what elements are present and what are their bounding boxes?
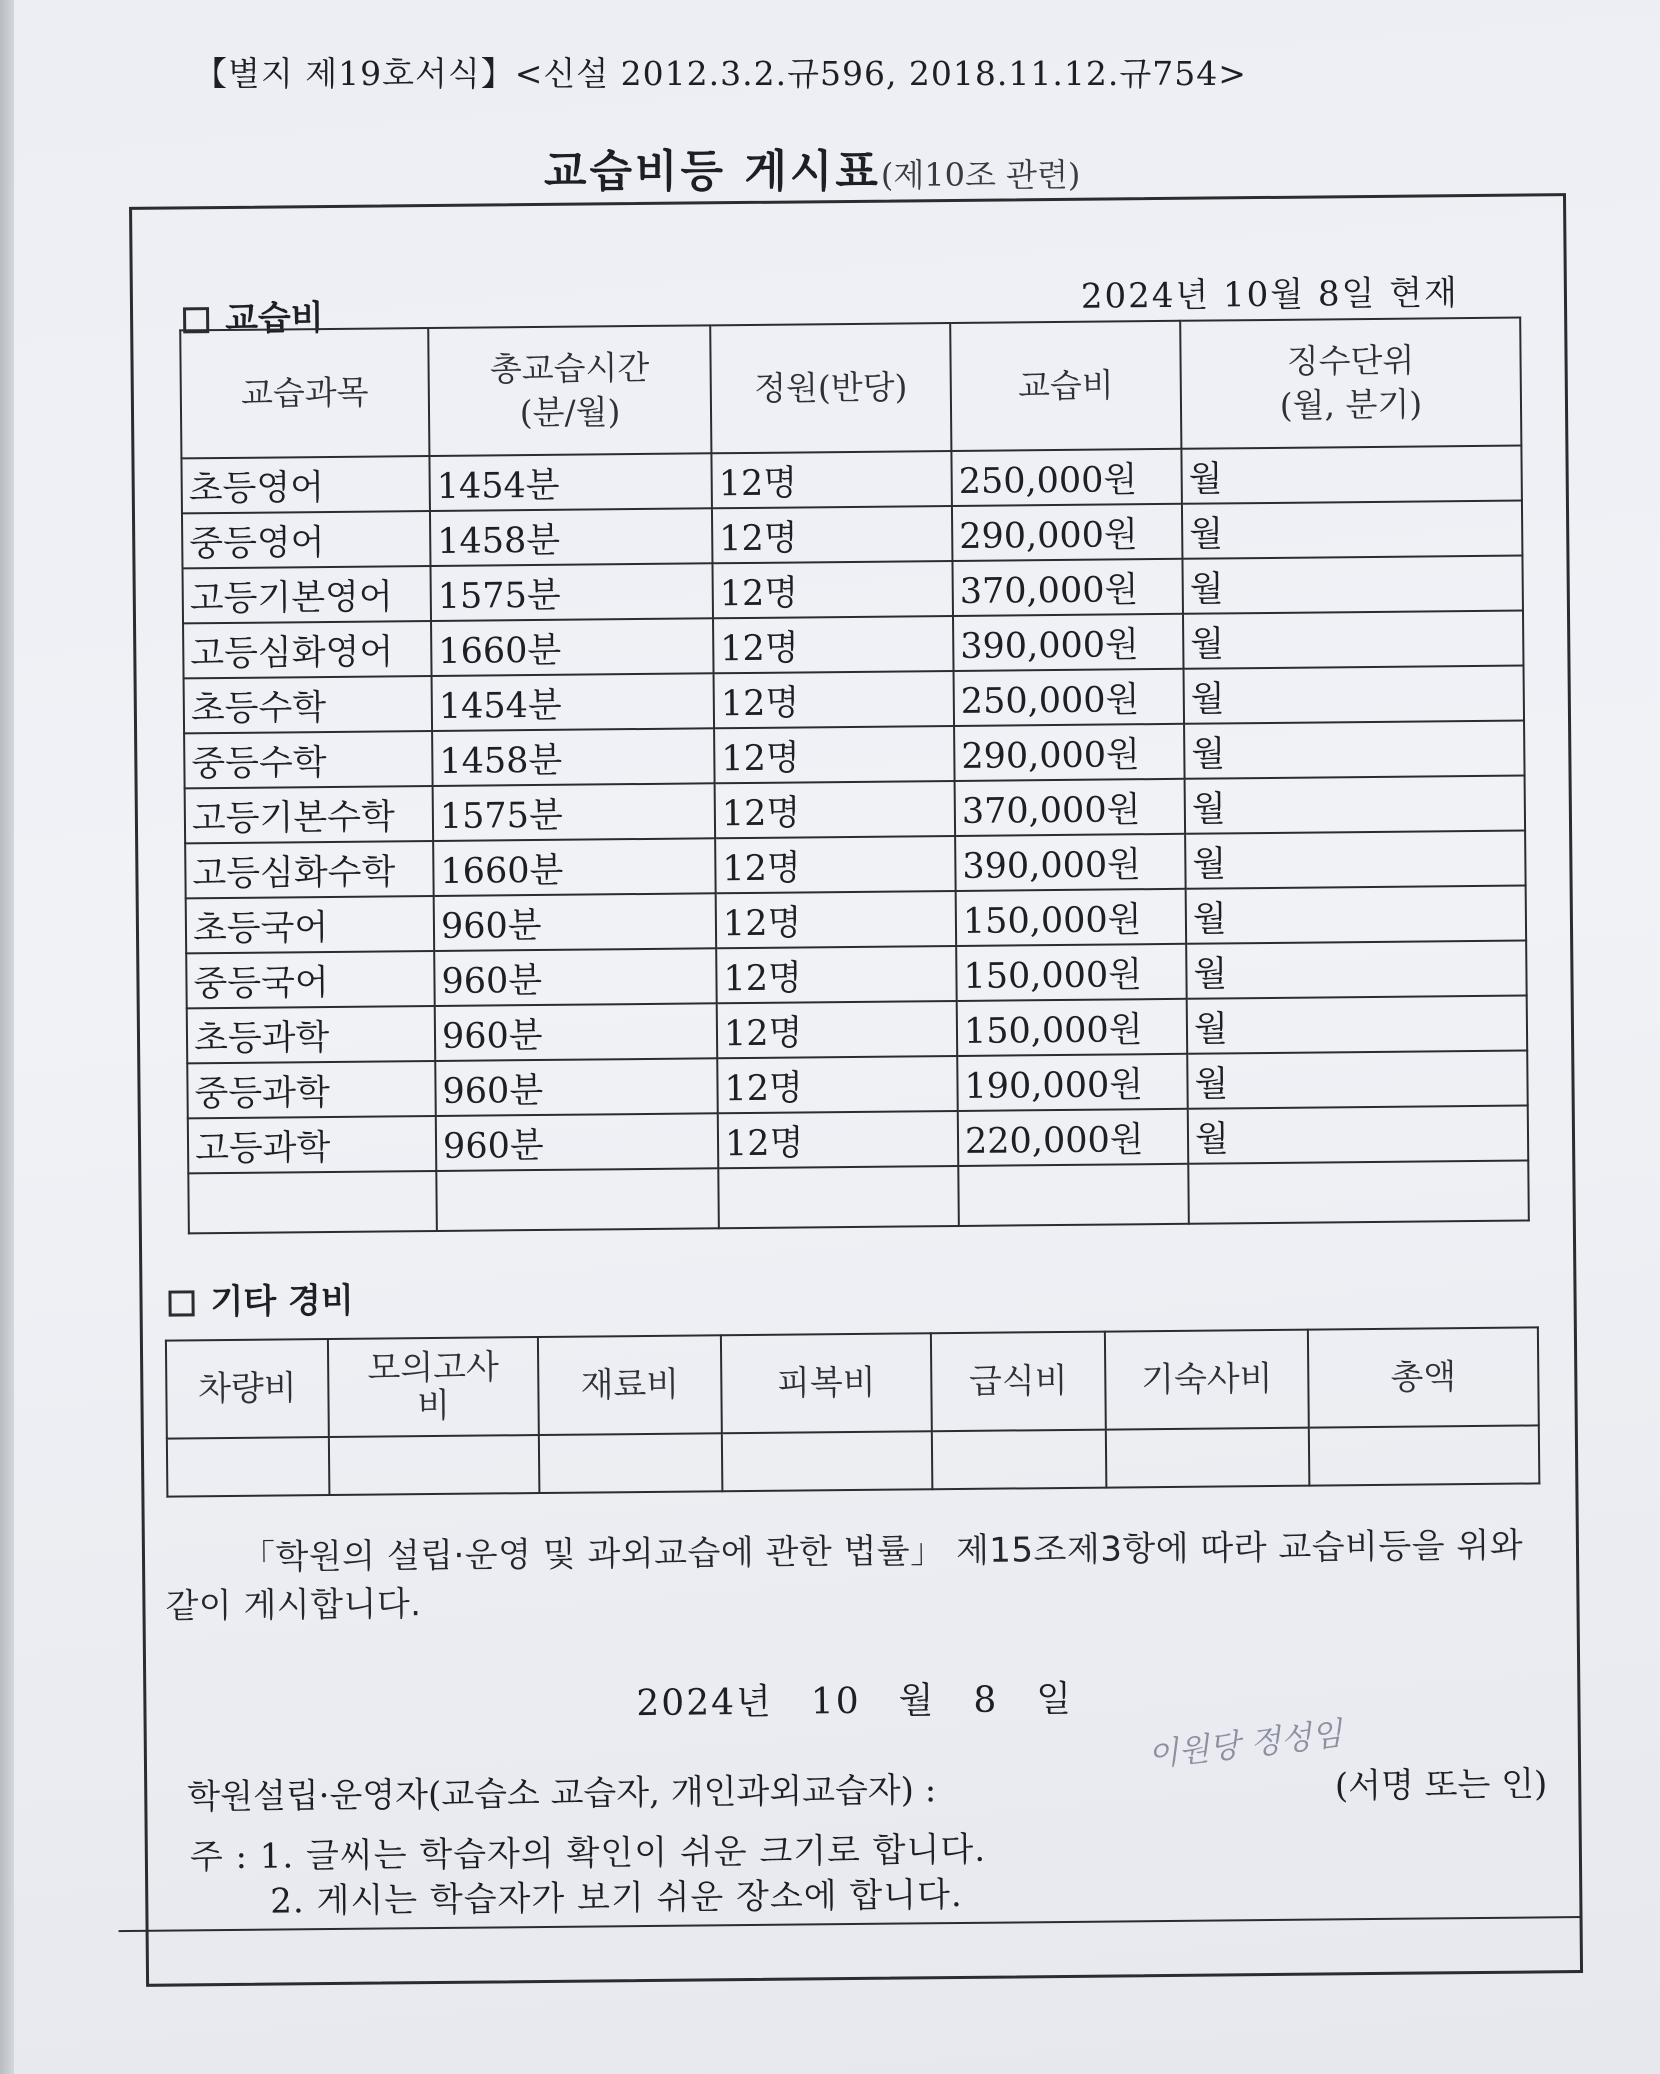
cell-subject: 중등과학 bbox=[187, 1061, 436, 1118]
tuition-heading-label: 교습비 bbox=[224, 298, 324, 339]
cell-unit: 월 bbox=[1185, 776, 1526, 834]
cell-unit: 월 bbox=[1187, 996, 1528, 1054]
header-materials: 재료비 bbox=[538, 1335, 722, 1435]
empty-cell bbox=[932, 1430, 1107, 1490]
cell-hours: 1660분 bbox=[431, 618, 714, 676]
cell-fee: 250,000원 bbox=[954, 669, 1185, 726]
header-total: 총액 bbox=[1308, 1327, 1539, 1427]
empty-cell bbox=[1106, 1428, 1310, 1488]
document-title bbox=[544, 135, 1080, 199]
table-row-empty bbox=[167, 1425, 1539, 1496]
header-collection-unit bbox=[1180, 318, 1521, 449]
cell-subject: 초등영어 bbox=[181, 456, 430, 513]
cell-subject: 중등영어 bbox=[182, 511, 431, 568]
cell-hours: 960분 bbox=[435, 1058, 718, 1116]
cell-fee: 370,000원 bbox=[952, 559, 1183, 616]
empty-cell bbox=[539, 1433, 723, 1493]
empty-cell bbox=[722, 1431, 933, 1491]
empty-cell bbox=[436, 1168, 719, 1231]
header-mock-exam bbox=[328, 1337, 539, 1437]
cell-subject: 고등심화영어 bbox=[183, 621, 432, 678]
date-month: 10 bbox=[810, 1680, 861, 1723]
cell-fee: 390,000원 bbox=[955, 834, 1186, 891]
cell-hours: 960분 bbox=[434, 948, 717, 1006]
cell-subject: 고등과학 bbox=[188, 1116, 437, 1173]
other-expenses-header bbox=[166, 1327, 1539, 1438]
cell-fee: 250,000원 bbox=[951, 449, 1182, 506]
cell-unit: 월 bbox=[1184, 666, 1525, 724]
empty-cell bbox=[1188, 1161, 1529, 1224]
cell-capacity: 12명 bbox=[715, 836, 956, 893]
date-month-label: 월 bbox=[898, 1680, 936, 1722]
handwritten-signature: 이원당 정성임 bbox=[1145, 1714, 1345, 1775]
cell-unit: 월 bbox=[1183, 611, 1524, 669]
header-mock-exam-line1: 모의고사 bbox=[367, 1347, 500, 1389]
cell-fee: 370,000원 bbox=[955, 779, 1186, 836]
cell-capacity: 12명 bbox=[712, 506, 953, 563]
cell-capacity: 12명 bbox=[716, 891, 957, 948]
cell-hours: 1575분 bbox=[430, 563, 713, 621]
as-of-date: 2024년 10월 8일 현재 bbox=[1080, 273, 1460, 317]
cell-capacity: 12명 bbox=[717, 1001, 958, 1058]
cell-fee: 390,000원 bbox=[953, 614, 1184, 671]
cell-hours: 960분 bbox=[435, 1003, 718, 1061]
cell-unit: 월 bbox=[1186, 941, 1527, 999]
cell-capacity: 12명 bbox=[715, 781, 956, 838]
cell-fee: 290,000원 bbox=[952, 504, 1183, 561]
cell-subject: 초등국어 bbox=[186, 896, 435, 953]
header-capacity: 정원(반당) bbox=[710, 323, 951, 453]
cell-unit: 월 bbox=[1184, 721, 1525, 779]
cell-capacity: 12명 bbox=[711, 451, 952, 508]
header-unit-line1: 징수단위 bbox=[1286, 340, 1415, 381]
founder-label: 학원설립·운영자(교습소 교습자, 개인과외교습자) : bbox=[187, 1770, 937, 1818]
cell-fee: 220,000원 bbox=[958, 1109, 1189, 1166]
header-dormitory: 기숙사비 bbox=[1105, 1330, 1309, 1430]
date-day: 8 bbox=[973, 1679, 999, 1721]
posting-date bbox=[636, 1671, 1111, 1727]
notice-frame bbox=[129, 193, 1583, 1987]
cell-capacity: 12명 bbox=[714, 671, 955, 728]
title-main: 교습비등 게시표 bbox=[544, 146, 881, 197]
header-meal: 급식비 bbox=[931, 1332, 1106, 1432]
cell-hours: 960분 bbox=[436, 1113, 719, 1171]
note-1: 주 : 1. 글씨는 학습자의 확인이 쉬운 크기로 합니다. bbox=[189, 1829, 987, 1878]
cell-fee: 150,000원 bbox=[956, 889, 1187, 946]
cell-unit: 월 bbox=[1182, 556, 1523, 614]
header-hours-line1: 총교습시간 bbox=[489, 347, 650, 389]
cell-capacity: 12명 bbox=[712, 561, 953, 618]
header-total-hours bbox=[428, 325, 711, 456]
empty-cell bbox=[329, 1435, 540, 1495]
page-edge-shadow bbox=[0, 0, 14, 2074]
cell-subject: 초등과학 bbox=[187, 1006, 436, 1063]
header-unit-line2: (월, 분기) bbox=[1279, 384, 1423, 425]
cell-unit: 월 bbox=[1182, 501, 1523, 559]
empty-cell bbox=[1309, 1425, 1540, 1485]
date-year: 2024년 bbox=[636, 1681, 774, 1725]
cell-unit: 월 bbox=[1181, 446, 1522, 504]
header-fee: 교습비 bbox=[950, 321, 1181, 451]
cell-unit: 월 bbox=[1187, 1051, 1528, 1109]
cell-hours: 1458분 bbox=[430, 508, 713, 566]
tuition-table-header bbox=[180, 318, 1521, 459]
header-vehicle: 차량비 bbox=[166, 1339, 329, 1439]
cell-subject: 초등수학 bbox=[184, 676, 433, 733]
cell-hours: 1454분 bbox=[429, 453, 712, 511]
tuition-table bbox=[179, 317, 1530, 1235]
header-subject: 교습과목 bbox=[180, 328, 429, 458]
empty-cell bbox=[718, 1166, 959, 1228]
other-heading-label: 기타 경비 bbox=[210, 1280, 354, 1323]
note-2: 2. 게시는 학습자가 보기 쉬운 장소에 합니다. bbox=[270, 1874, 963, 1922]
law-statement: 「학원의 설립·운영 및 과외교습에 관한 법률」 제15조제3항에 따라 교습비등을 위와 같이 게시합니다. bbox=[165, 1525, 1524, 1627]
cell-unit: 월 bbox=[1188, 1106, 1529, 1164]
cell-capacity: 12명 bbox=[713, 616, 954, 673]
cell-capacity: 12명 bbox=[714, 726, 955, 783]
cell-subject: 고등심화수학 bbox=[185, 841, 434, 898]
cell-hours: 960분 bbox=[434, 893, 717, 951]
date-day-label: 일 bbox=[1036, 1678, 1074, 1721]
cell-fee: 290,000원 bbox=[954, 724, 1185, 781]
founder-line bbox=[187, 1756, 1557, 1818]
cell-subject: 고등기본수학 bbox=[185, 786, 434, 843]
seal-label: (서명 또는 인) bbox=[1334, 1764, 1548, 1807]
empty-cell bbox=[167, 1437, 330, 1497]
cell-subject: 고등기본영어 bbox=[183, 566, 432, 623]
cell-fee: 150,000원 bbox=[956, 944, 1187, 1001]
cell-hours: 1575분 bbox=[433, 783, 716, 841]
checkbox-square-icon bbox=[168, 1290, 194, 1316]
empty-cell bbox=[958, 1164, 1189, 1226]
other-expenses-table bbox=[165, 1326, 1540, 1497]
cell-hours: 1458분 bbox=[432, 728, 715, 786]
header-hours-line2: (분/월) bbox=[519, 392, 621, 433]
cell-capacity: 12명 bbox=[717, 1056, 958, 1113]
empty-cell bbox=[188, 1171, 437, 1233]
cell-unit: 월 bbox=[1185, 831, 1526, 889]
header-mock-exam-line2: 비 bbox=[416, 1385, 451, 1427]
cell-hours: 1454분 bbox=[432, 673, 715, 731]
document-sheet bbox=[14, 0, 1660, 2074]
table-row-empty bbox=[188, 1161, 1529, 1234]
header-uniform: 피복비 bbox=[721, 1333, 932, 1433]
cell-capacity: 12명 bbox=[718, 1111, 959, 1168]
cell-hours: 1660분 bbox=[433, 838, 716, 896]
title-sub: (제10조 관련) bbox=[880, 156, 1081, 194]
cell-subject: 중등국어 bbox=[186, 951, 435, 1008]
cell-fee: 150,000원 bbox=[957, 999, 1188, 1056]
cell-unit: 월 bbox=[1186, 886, 1527, 944]
cell-fee: 190,000원 bbox=[957, 1054, 1188, 1111]
cell-capacity: 12명 bbox=[716, 946, 957, 1003]
other-expenses-heading bbox=[168, 1273, 354, 1324]
cell-subject: 중등수학 bbox=[184, 731, 433, 788]
form-number: 【별지 제19호서식】<신설 2012.3.2.규596, 2018.11.12.규754> bbox=[194, 54, 1247, 93]
